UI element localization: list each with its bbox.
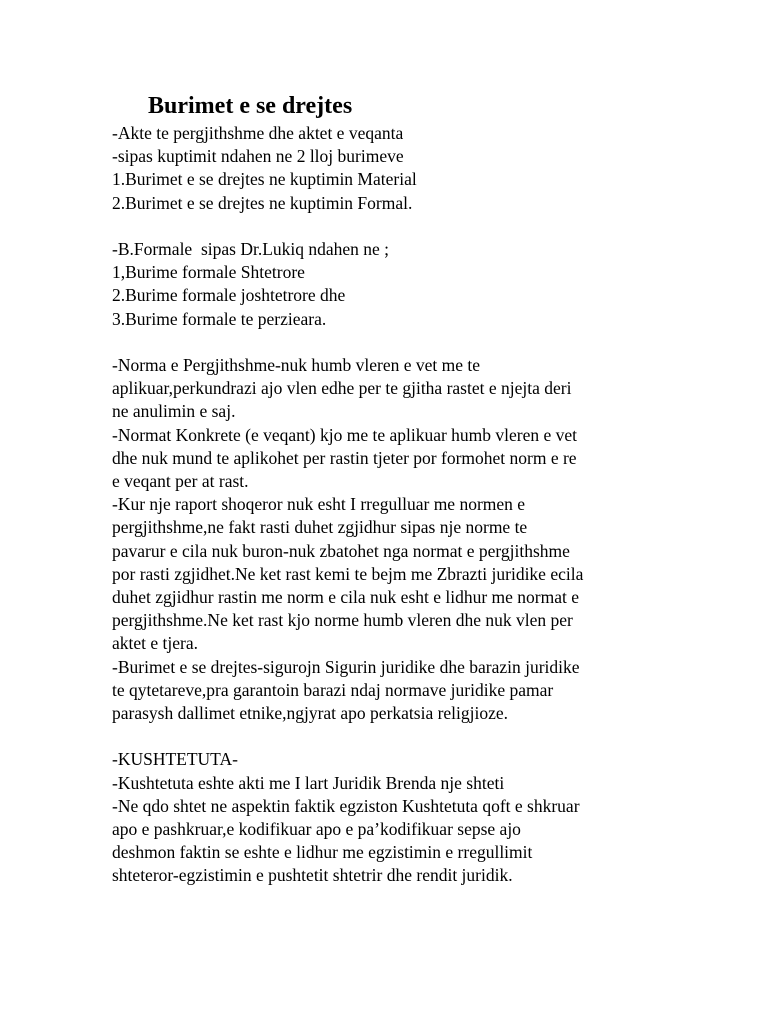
text-line: ne anulimin e saj. (112, 401, 236, 422)
text-line: aplikuar,perkundrazi ajo vlen edhe per te gjitha rastet e njejta deri (112, 378, 572, 399)
text-line: shteteror-egzistimin e pushtetit shtetrir dhe rendit juridik. (112, 865, 513, 886)
text-line: e veqant per at rast. (112, 471, 249, 492)
paragraph-block (112, 748, 672, 887)
text-line: -Ne qdo shtet ne aspektin faktik egziston Kushtetuta qoft e shkruar (112, 795, 580, 816)
text-line: pavarur e cila nuk buron-nuk zbatohet nga normat e pergjithshme (112, 540, 570, 561)
paragraph-block (112, 238, 672, 331)
text-line: -sipas kuptimit ndahen ne 2 lloj burimeve (112, 146, 404, 167)
text-line: pergjithshme,ne fakt rasti duhet zgjidhur sipas nje norme te (112, 517, 528, 538)
text-line: 1,Burime formale Shtetrore (112, 262, 305, 283)
text-line: pergjithshme.Ne ket rast kjo norme humb vleren dhe nuk vlen per (112, 610, 573, 631)
text-line: -Kur nje raport shoqeror nuk esht I rregulluar me normen e (112, 494, 526, 515)
text-line: por rasti zgjidhet.Ne ket rast kemi te bejm me Zbrazti juridike ecila (112, 563, 584, 584)
text-line: te qytetareve,pra garantoin barazi ndaj normave juridike pamar (112, 679, 554, 700)
text-line: dhe nuk mund te aplikohet per rastin tjeter por formohet norm e re (112, 447, 577, 468)
text-line: 2.Burime formale joshtetrore dhe (112, 285, 346, 306)
text-line: -Kushtetuta eshte akti me I lart Juridik Brenda nje shteti (112, 772, 505, 793)
text-line: -Normat Konkrete (e veqant) kjo me te aplikuar humb vleren e vet (112, 424, 578, 445)
text-line: 3.Burime formale te perzieara. (112, 308, 327, 329)
text-line: duhet zgjidhur rastin me norm e cila nuk esht e lidhur me normat e (112, 587, 580, 608)
paragraph-block (112, 122, 672, 215)
text-line: -Norma e Pergjithshme-nuk humb vleren e vet me te (112, 355, 481, 375)
text-line: 2.Burimet e se drejtes ne kuptimin Formal. (112, 192, 413, 213)
text-line: apo e pashkruar,e kodifikuar apo e pa’kodifikuar sepse ajo (112, 819, 521, 840)
text-line: -Burimet e se drejtes-sigurojn Sigurin juridike dhe barazin juridike (112, 656, 580, 677)
paragraph-block (112, 354, 672, 725)
text-line: aktet e tjera. (112, 633, 198, 654)
text-line: parasysh dallimet etnike,ngjyrat apo perkatsia religjioze. (112, 703, 509, 724)
text-line: -Akte te pergjithshme dhe aktet e veqanta (112, 123, 404, 143)
document-body (112, 122, 672, 888)
document-title: Burimet e se drejtes (148, 93, 353, 119)
text-line: -B.Formale sipas Dr.Lukiq ndahen ne ; (112, 239, 390, 259)
text-line: -KUSHTETUTA- (112, 749, 238, 770)
text-line: deshmon faktin se eshte e lidhur me egzistimin e rregullimit (112, 842, 533, 863)
text-line: 1.Burimet e se drejtes ne kuptimin Material (112, 169, 417, 190)
